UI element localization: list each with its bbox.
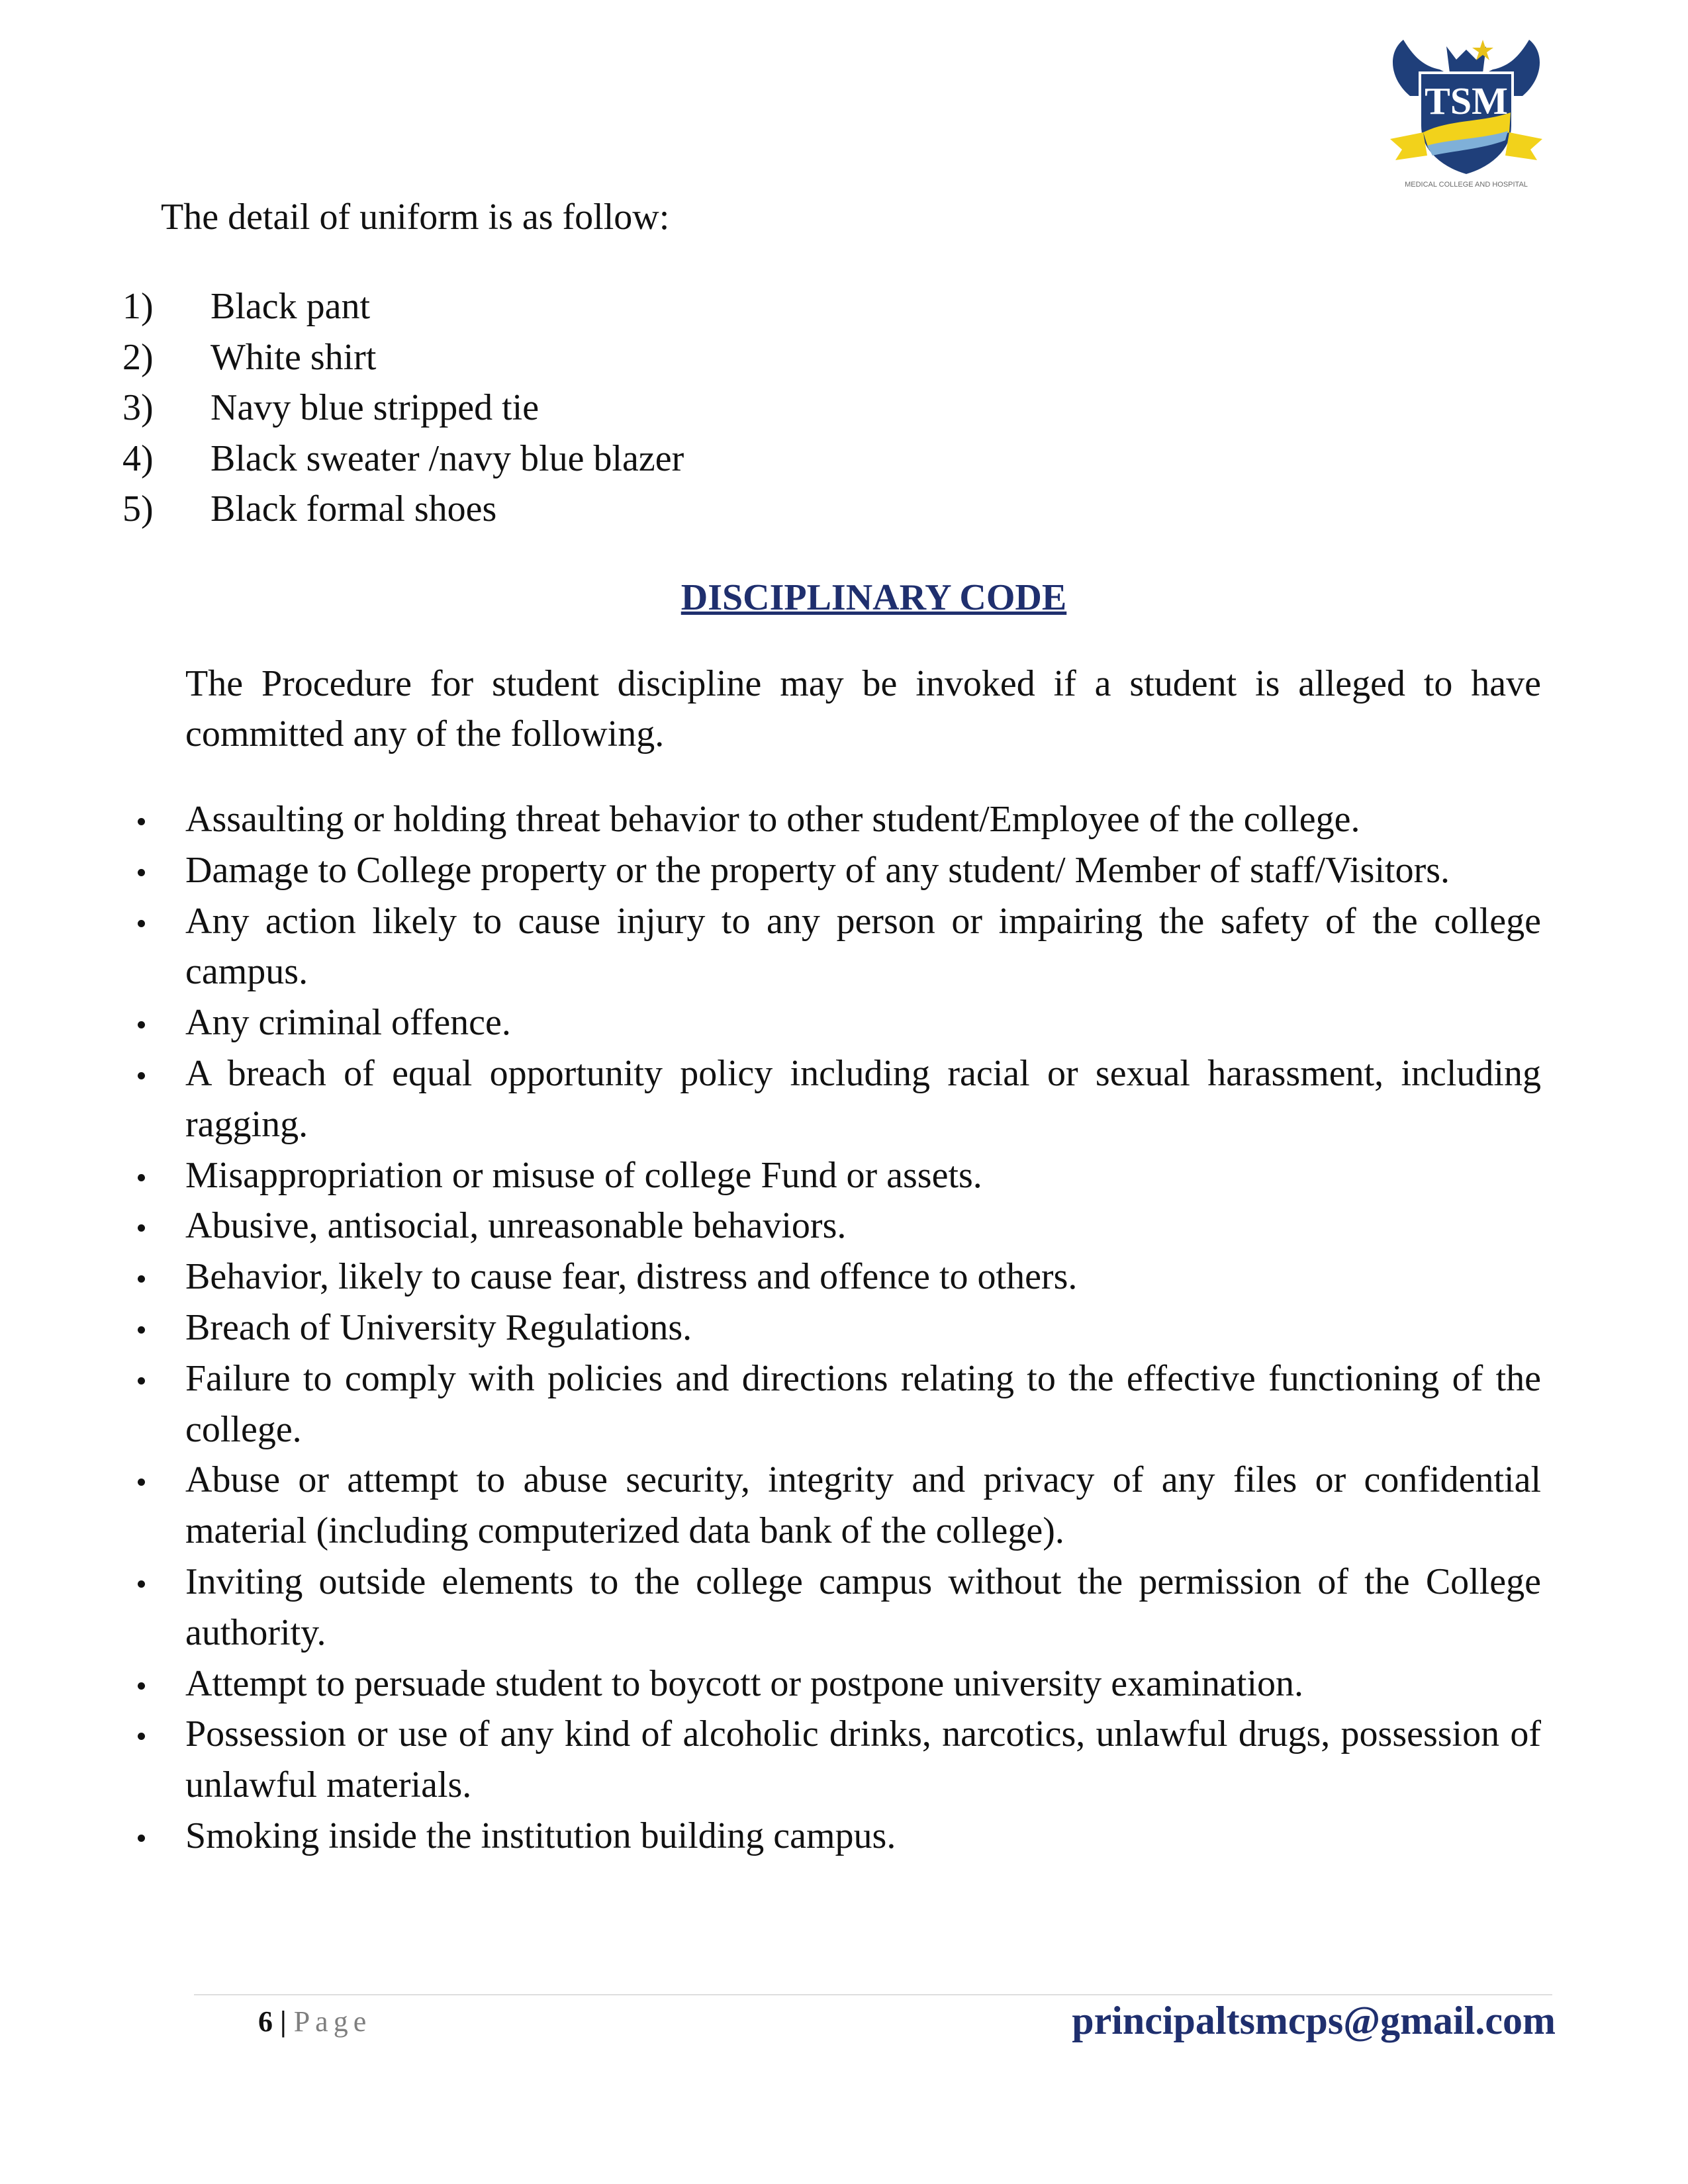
offence-item: Smoking inside the institution building campus. <box>185 1811 1541 1862</box>
offence-item: Attempt to persuade student to boycott or postpone university examination. <box>185 1659 1541 1709</box>
uniform-list <box>122 281 684 535</box>
procedure-paragraph: The Procedure for student discipline may be invoked if a student is alleged to have committed any of the following. <box>185 663 1541 754</box>
offence-item: Assaulting or holding threat behavior to other student/Employee of the college. <box>185 794 1541 845</box>
uniform-item-number: 5) <box>122 488 154 529</box>
uniform-item-text: Navy blue stripped tie <box>211 387 539 428</box>
offence-item: Abuse or attempt to abuse security, integrity and privacy of any files or confidential material (including computerized data bank of the college). <box>185 1455 1541 1557</box>
offence-item: Misappropriation or misuse of college Fund or assets. <box>185 1150 1541 1201</box>
uniform-item-text: White shirt <box>211 336 377 378</box>
page-number-value: 6 <box>258 2005 273 2038</box>
section-title: DISCIPLINARY CODE <box>680 577 1067 618</box>
offence-list <box>185 794 1541 1862</box>
uniform-item <box>122 484 684 535</box>
uniform-item-text: Black formal shoes <box>211 488 497 529</box>
offence-item: Damage to College property or the property of any student/ Member of staff/Visitors. <box>185 845 1541 896</box>
uniform-item-number: 4) <box>122 437 154 479</box>
offence-item: Breach of University Regulations. <box>185 1302 1541 1353</box>
offence-item: Any criminal offence. <box>185 997 1541 1048</box>
uniform-item <box>122 433 684 484</box>
uniform-intro: The detail of uniform is as follow: <box>161 197 670 238</box>
uniform-item <box>122 332 684 383</box>
page-number-separator: | <box>280 2005 287 2038</box>
offence-item: Behavior, likely to cause fear, distress and offence to others. <box>185 1251 1541 1302</box>
offence-item: Failure to comply with policies and directions relating to the effective functioning of the college. <box>185 1353 1541 1455</box>
college-logo <box>1383 33 1549 192</box>
offence-item: Possession or use of any kind of alcoholic drinks, narcotics, unlawful drugs, possession of unlawful materials. <box>185 1709 1541 1811</box>
page-number <box>258 2002 371 2042</box>
uniform-item-text: Black pant <box>211 286 371 327</box>
offence-item: A breach of equal opportunity policy including racial or sexual harassment, including ragging. <box>185 1048 1541 1150</box>
uniform-item-number: 2) <box>122 336 154 378</box>
logo-ribbon-text: MEDICAL COLLEGE AND HOSPITAL <box>1405 181 1528 189</box>
uniform-item-text: Black sweater /navy blue blazer <box>211 437 684 479</box>
footer-divider <box>194 1994 1552 1995</box>
uniform-item <box>122 383 684 433</box>
uniform-item <box>122 281 684 332</box>
uniform-item-number: 1) <box>122 286 154 327</box>
offence-item: Any action likely to cause injury to any person or impairing the safety of the college campus. <box>185 896 1541 998</box>
logo-text: TSM <box>1425 79 1508 122</box>
footer-email: principaltsmcps@gmail.com <box>1072 1999 1556 2042</box>
page-label: Page <box>293 2005 372 2038</box>
uniform-item-number: 3) <box>122 387 154 428</box>
offence-item: Abusive, antisocial, unreasonable behaviors. <box>185 1201 1541 1251</box>
offence-item: Inviting outside elements to the college campus without the permission of the College authority. <box>185 1557 1541 1659</box>
